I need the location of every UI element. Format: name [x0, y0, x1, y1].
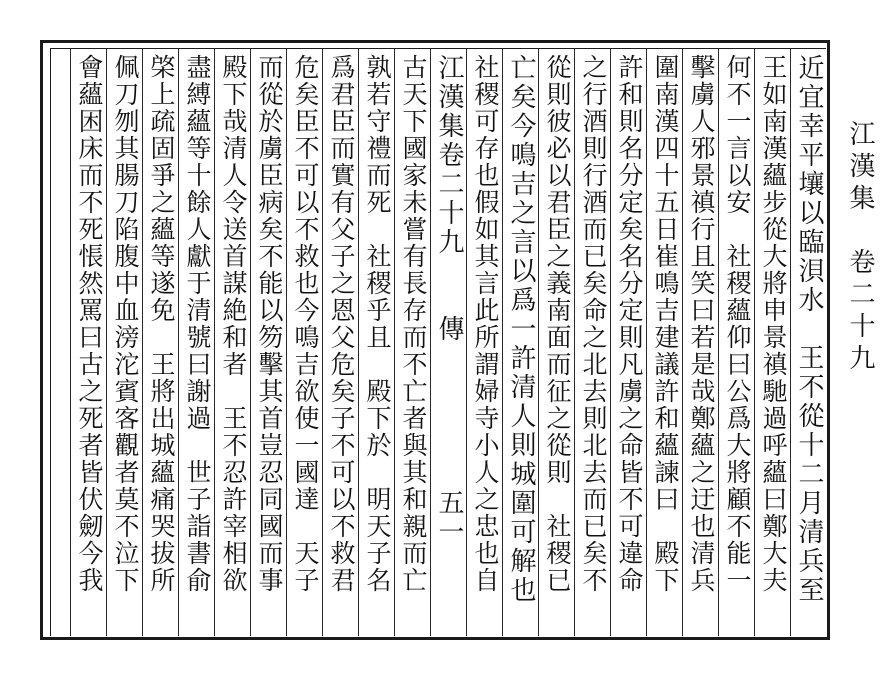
column-rule — [574, 48, 575, 636]
text-column: 爲君臣而實有父子之恩父危矣子不可以不救君 — [327, 54, 356, 594]
text-column: 近宜幸平壤以臨浿水 王不從十二月清兵至 — [794, 54, 824, 605]
text-column: 擊虜人邪景禛行且笑曰若是哉鄭蘊之迂也清兵 — [687, 54, 716, 594]
column-rule — [106, 48, 107, 636]
column-rule — [394, 48, 395, 636]
text-column: 孰若守禮而死 社稷乎且 殿下於 明天子名 — [363, 54, 392, 594]
text-column: 古天下國家未嘗有長存而不亡者與其和親而亡 — [399, 54, 428, 594]
text-column: 殿下哉清人令送首謀絶和者 王不忍許宰相欲 — [219, 54, 248, 594]
column-rule — [754, 48, 755, 636]
column-rule — [790, 48, 791, 636]
text-column: 會蘊困床而不死悵然罵曰古之死者皆伏劒今我 — [75, 54, 104, 594]
column-rule — [214, 48, 215, 636]
column-rule — [538, 48, 539, 636]
text-column: 亡矣今鳴吉之言以爲一許清人則城圍可解也 — [506, 54, 536, 605]
column-rule — [430, 48, 431, 636]
margin-title: 江漢集 卷二十九 — [845, 120, 875, 376]
text-column: 從則彼必以君臣之義南面而征之從則 社稷已 — [543, 54, 572, 594]
text-column: 社稷可存也假如其言此所謂婦寺小人之忠也自 — [471, 54, 500, 594]
column-rule — [322, 48, 323, 636]
text-column: 危矣臣不可以不救也今鳴吉欲使一國達 天子 — [291, 54, 320, 594]
text-column: 盡縛蘊等十餘人獻于清號曰謝過 世子詣書俞 — [183, 54, 212, 594]
column-rule — [178, 48, 179, 636]
text-column: 之行酒則行酒而已矣命之北去則北去而已矣不 — [579, 54, 608, 594]
column-rule — [70, 48, 71, 636]
column-rule — [358, 48, 359, 636]
column-rule — [682, 48, 683, 636]
page-footer-column: 江漢集卷二十九 傳 五一 — [434, 54, 464, 547]
column-rule — [646, 48, 647, 636]
text-column: 圍南漢四十五日崔鳴吉建議許和蘊諫曰 殿下 — [651, 54, 680, 594]
column-rule — [502, 48, 503, 636]
text-column: 何不一言以安 社稷蘊仰曰公爲大將顧不能一 — [723, 54, 752, 594]
column-rule — [718, 48, 719, 636]
text-column: 棨上疏固爭之蘊等遂免 王將出城蘊痛哭拔所 — [147, 54, 176, 594]
text-column: 佩刀刎其腸刀陷腹中血滂沱賓客觀者莫不泣下 — [111, 54, 140, 594]
column-rule — [250, 48, 251, 636]
text-column: 而從於虜臣病矣不能以笏擊其首豈忍同國而事 — [255, 54, 284, 594]
column-rule — [142, 48, 143, 636]
column-rule — [286, 48, 287, 636]
text-column: 王如南漢蘊步從大將申景禛馳過呼蘊曰鄭大夫 — [759, 54, 788, 594]
text-column: 許和則名分定矣名分定則凡虜之命皆不可違命 — [615, 54, 644, 594]
column-rule — [610, 48, 611, 636]
column-rule — [466, 48, 467, 636]
